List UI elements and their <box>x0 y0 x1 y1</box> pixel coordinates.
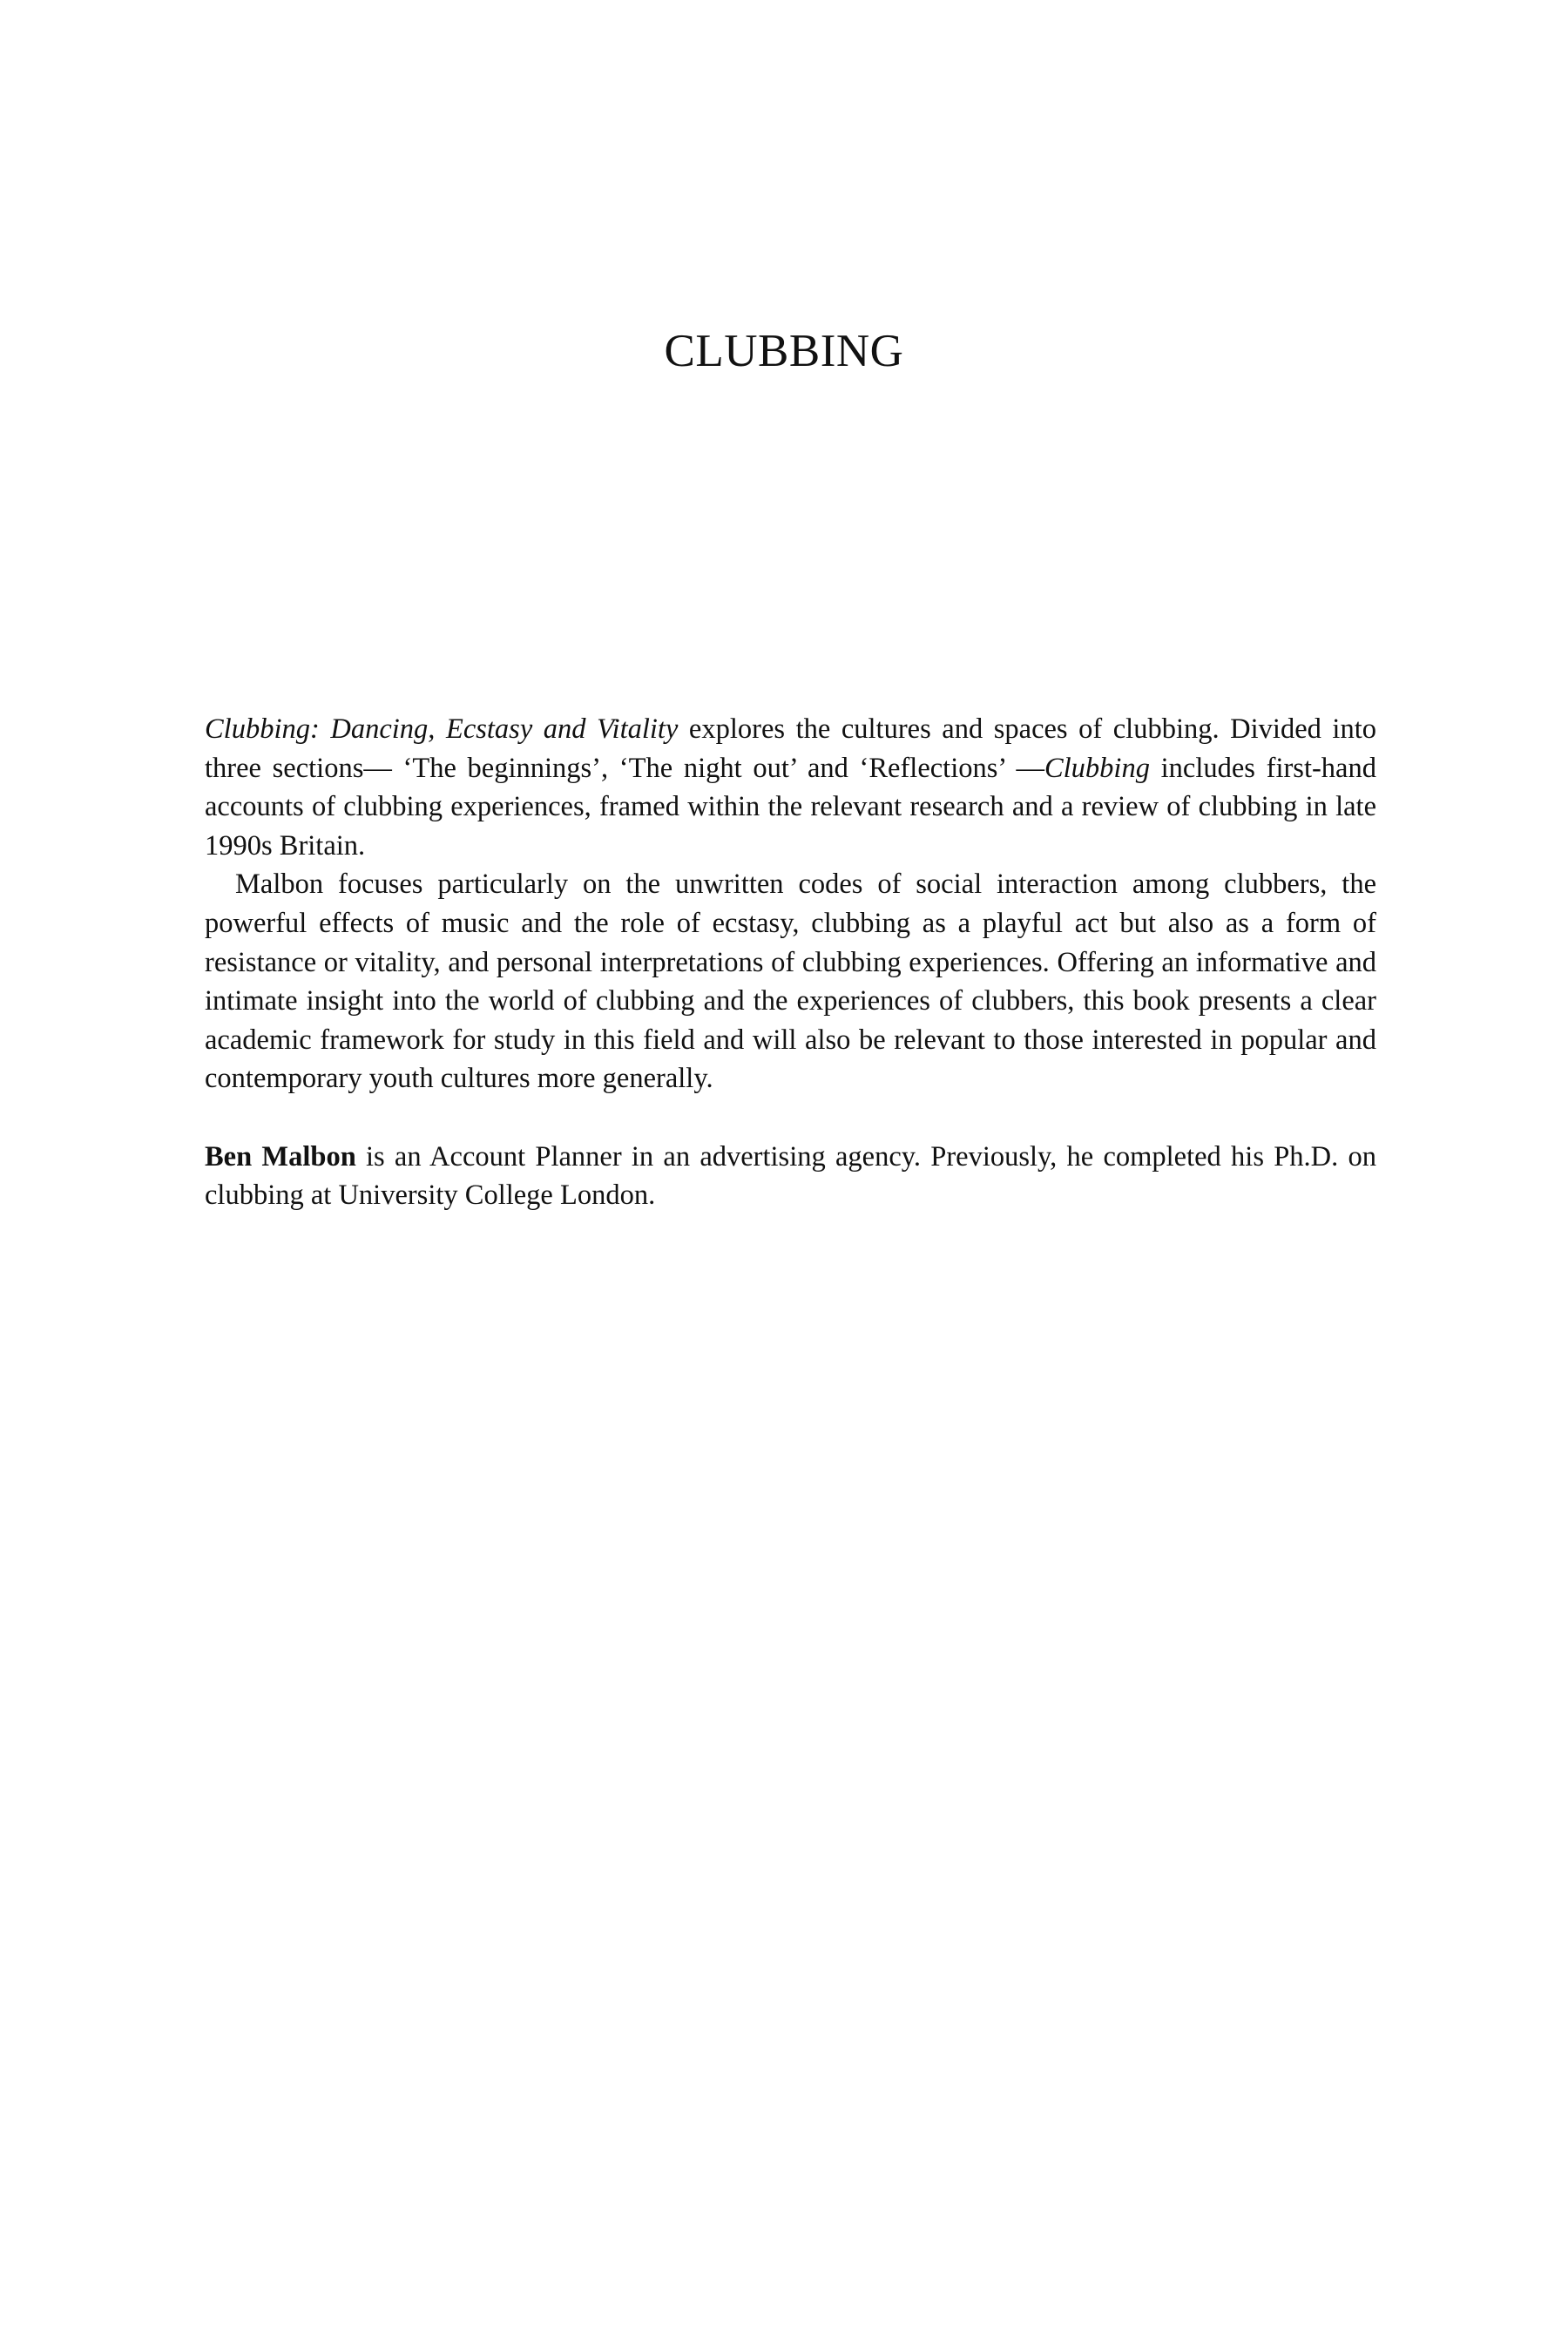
book-description <box>205 710 1376 1215</box>
book-title-italic: Clubbing: Dancing, Ecstasy and Vitality <box>205 713 679 745</box>
description-paragraph-1 <box>205 710 1376 865</box>
author-bio <box>205 1138 1376 1215</box>
description-text: includes first-hand accounts of clubbing experiences, framed within the relevant research and a review of clubbing in late 1990s Britain. <box>205 752 1376 862</box>
page-title: CLUBBING <box>664 326 904 376</box>
author-bio-text: is an Account Planner in an advertising agency. Previously, he completed his Ph.D. on clubbing at University College London. <box>205 1140 1376 1212</box>
author-name: Ben Malbon <box>205 1140 356 1173</box>
description-paragraph-2: Malbon focuses particularly on the unwritten codes of social interaction among clubbers, the powerful effects of music and the role of ecstasy, clubbing as a playful act but also as a form of resistance or vitality, and personal interpretations of clubbing experiences. Offering an informative and intimate insight into the world of clubbing and the experiences of clubbers, this book presents a clear academic framework for study in this field and will also be relevant to those interested in popular and contemporary youth cultures more generally. <box>205 868 1376 1095</box>
description-text: explores the cultures and spaces of clubbing. Divided into three sections— ‘The beginnings’, ‘The night out’ and ‘Reflections’ — <box>205 713 1376 784</box>
book-short-title-italic: Clubbing <box>1044 752 1150 784</box>
